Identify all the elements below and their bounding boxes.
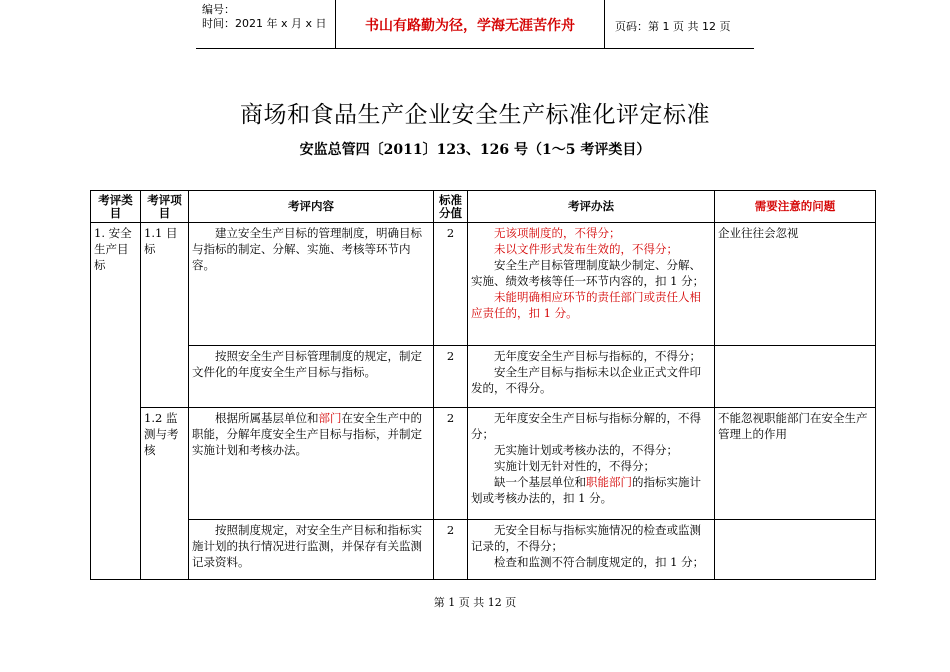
header-meta-cell: [196, 0, 336, 48]
header-method: 考评办法: [468, 191, 715, 223]
document-number-label: 编号：: [202, 3, 235, 16]
method-text-highlight: 职能部门: [586, 475, 632, 489]
issue-cell: 不能忽视职能部门在安全生产管理上的作用: [715, 408, 876, 520]
header-page-number: 页码：第 1 页 共 12 页: [615, 20, 731, 33]
header-motto: 书山有路勤为径，学海无涯苦作舟: [365, 18, 575, 34]
method-line: 无年度安全生产目标与指标的，不得分；: [494, 349, 701, 363]
content-text-highlight: 部门: [318, 411, 342, 425]
issue-cell: [715, 520, 876, 580]
score-cell: 2: [434, 223, 468, 346]
method-cell: [468, 520, 715, 580]
table-row: [91, 346, 876, 408]
content-text-part: 在安全生产中的职能，分解年度安全生产目标与指标，并制定实施计划和考核办法。: [192, 411, 422, 457]
table-row: [91, 520, 876, 580]
content-text-part: 根据所属基层单位和: [215, 411, 319, 425]
table-row: [91, 408, 876, 520]
method-cell: [468, 346, 715, 408]
method-line: 安全生产目标管理制度缺少制定、分解、实施、绩效考核等任一环节内容的，扣 1 分；: [471, 258, 705, 288]
method-cell: [468, 223, 715, 346]
method-text-part: 缺一个基层单位和: [494, 475, 586, 489]
method-cell: [468, 408, 715, 520]
method-line: 无实施计划或考核办法的，不得分；: [494, 443, 678, 457]
category-cell: 1. 安全生产目标: [91, 223, 141, 580]
content-cell: [189, 346, 434, 408]
header-motto-cell: [336, 0, 605, 48]
header-content: 考评内容: [189, 191, 434, 223]
item-1-2-cell: 1.2 监测与考核: [141, 408, 189, 580]
header-page-cell: [605, 0, 754, 48]
evaluation-table: [90, 190, 876, 580]
method-line: [471, 474, 711, 506]
document-title: 商场和食品生产企业安全生产标准化评定标准: [240, 102, 710, 128]
table-row: [91, 223, 876, 346]
score-cell: 2: [434, 408, 468, 520]
document-header: [196, 0, 754, 49]
document-subtitle: 安监总管四〔2011〕123、126 号（1～5 考评类目）: [299, 142, 651, 158]
method-text-part: 的指标实施计划或考核办法的，扣 1 分。: [471, 475, 701, 505]
header-category: 考评类目: [91, 191, 141, 223]
content-text: 建立安全生产目标的管理制度，明确目标与指标的制定、分解、实施、考核等环节内容。: [192, 226, 422, 272]
method-line: 实施计划无针对性的，不得分；: [494, 459, 655, 473]
header-score: 标准分值: [434, 191, 468, 223]
item-1-1-cell: 1.1 目标: [141, 223, 189, 408]
content-text: 按照制度规定，对安全生产目标和指标实施计划的执行情况进行监测，并保存有关监测记录资料。: [192, 523, 422, 569]
page-footer: 第 1 页 共 12 页: [433, 596, 517, 609]
method-line: 未以文件形式发布生效的，不得分；: [494, 242, 678, 256]
issue-cell: 企业往往会忽视: [715, 223, 876, 346]
content-cell: [189, 520, 434, 580]
score-cell: 2: [434, 520, 468, 580]
method-line: 无安全目标与指标实施情况的检查或监测记录的，不得分；: [471, 523, 701, 553]
method-line: 检查和监测不符合制度规定的，扣 1 分；: [494, 555, 705, 569]
method-line: 安全生产目标与指标未以企业正式文件印发的，不得分。: [471, 365, 701, 395]
method-line: 无该项制度的，不得分；: [494, 226, 621, 240]
score-cell: 2: [434, 346, 468, 408]
content-text: [192, 410, 430, 458]
content-text: 按照安全生产目标管理制度的规定，制定文件化的年度安全生产目标与指标。: [192, 349, 422, 379]
header-item: 考评项目: [141, 191, 189, 223]
document-date-label: 时间：2021 年 x 月 x 日: [202, 17, 327, 30]
method-line: 无年度安全生产目标与指标分解的，不得分；: [471, 411, 701, 441]
content-cell: [189, 223, 434, 346]
method-line: 未能明确相应环节的责任部门或责任人相应责任的，扣 1 分。: [471, 290, 701, 320]
issue-cell: [715, 346, 876, 408]
content-cell: [189, 408, 434, 520]
header-issues: 需要注意的问题: [715, 191, 876, 223]
table-header-row: [91, 191, 876, 223]
